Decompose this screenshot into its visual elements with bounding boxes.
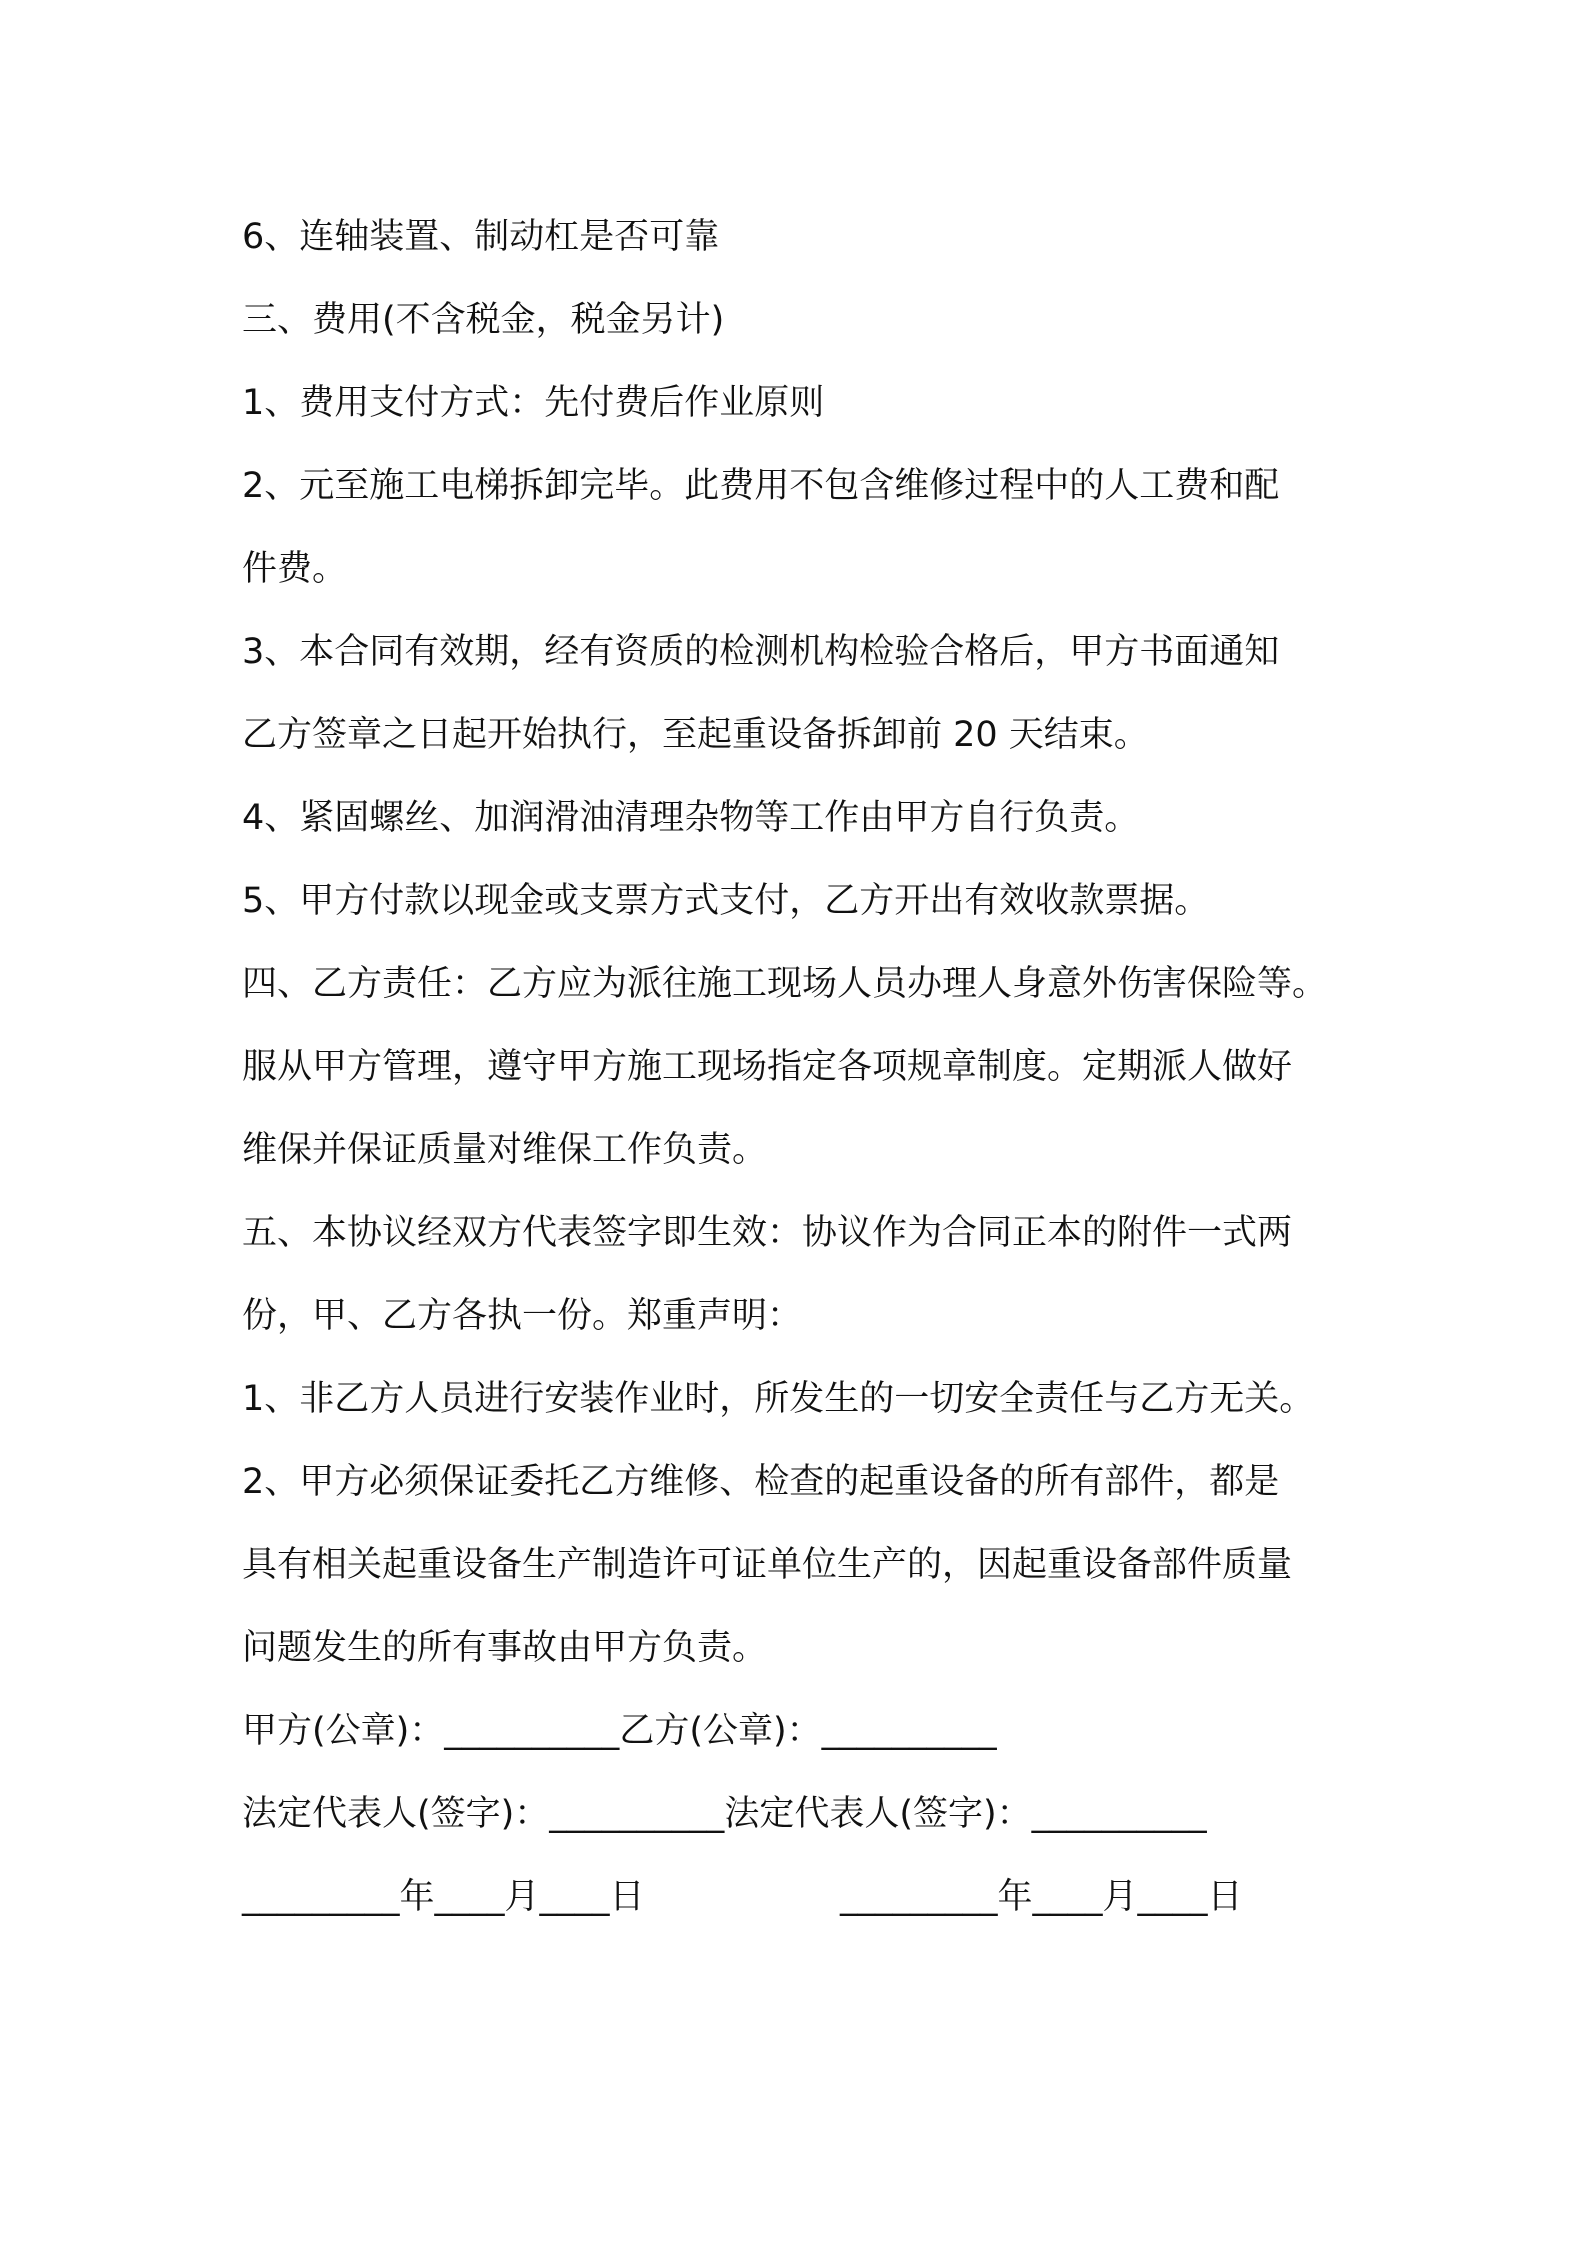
declaration-2: 2、甲方必须保证委托乙方维修、检查的起重设备的所有部件，都是 (242, 1462, 1280, 1502)
declaration-1: 1、非乙方人员进行安装作业时，所发生的一切安全责任与乙方无关。 (242, 1379, 1315, 1419)
party-a-date-field: _________年____月____日 (242, 1877, 645, 1917)
fee-clause-3: 3、本合同有效期，经有资质的检测机构检验合格后，甲方书面通知 (242, 632, 1280, 672)
party-a-seal-field: 甲方(公章)：__________ (242, 1711, 620, 1751)
party-a-rep-field: 法定代表人(签字)：__________ (242, 1794, 725, 1834)
fee-clause-5: 5、甲方付款以现金或支票方式支付，乙方开出有效收款票据。 (242, 881, 1210, 921)
declaration-2-cont-2: 问题发生的所有事故由甲方负责。 (242, 1628, 768, 1668)
party-b-rep-field: 法定代表人(签字)：__________ (724, 1794, 1207, 1834)
party-b-date-field: _________年____月____日 (840, 1877, 1243, 1917)
declaration-2-cont-1: 具有相关起重设备生产制造许可证单位生产的，因起重设备部件质量 (242, 1545, 1293, 1585)
fee-clause-3-cont: 乙方签章之日起开始执行，至起重设备拆卸前 20 天结束。 (242, 715, 1149, 755)
fee-clause-2-cont: 件费。 (242, 549, 348, 589)
section-4-cont-2: 维保并保证质量对维保工作负责。 (242, 1130, 768, 1170)
representative-row (242, 1773, 1372, 1856)
seal-row (242, 1690, 1372, 1773)
section-3-heading: 三、费用(不含税金，税金另计) (242, 300, 725, 340)
fee-clause-2: 2、元至施工电梯拆卸完毕。此费用不包含维修过程中的人工费和配 (242, 466, 1280, 506)
date-row (242, 1856, 1372, 1939)
party-b-seal-field: 乙方(公章)：__________ (619, 1711, 997, 1751)
document-body (242, 196, 1372, 1939)
fee-clause-4: 4、紧固螺丝、加润滑油清理杂物等工作由甲方自行负责。 (242, 798, 1140, 838)
section-5-effect: 五、本协议经双方代表签字即生效：协议作为合同正本的附件一式两 (242, 1213, 1293, 1253)
clause-6-coupling: 6、连轴装置、制动杠是否可靠 (242, 217, 720, 257)
section-5-cont: 份，甲、乙方各执一份。郑重声明： (242, 1296, 803, 1336)
fee-clause-1: 1、费用支付方式：先付费后作业原则 (242, 383, 825, 423)
section-4-party-b-duty: 四、乙方责任：乙方应为派往施工现场人员办理人身意外伤害保险等。 (242, 964, 1328, 1004)
section-4-cont-1: 服从甲方管理，遵守甲方施工现场指定各项规章制度。定期派人做好 (242, 1047, 1293, 1087)
